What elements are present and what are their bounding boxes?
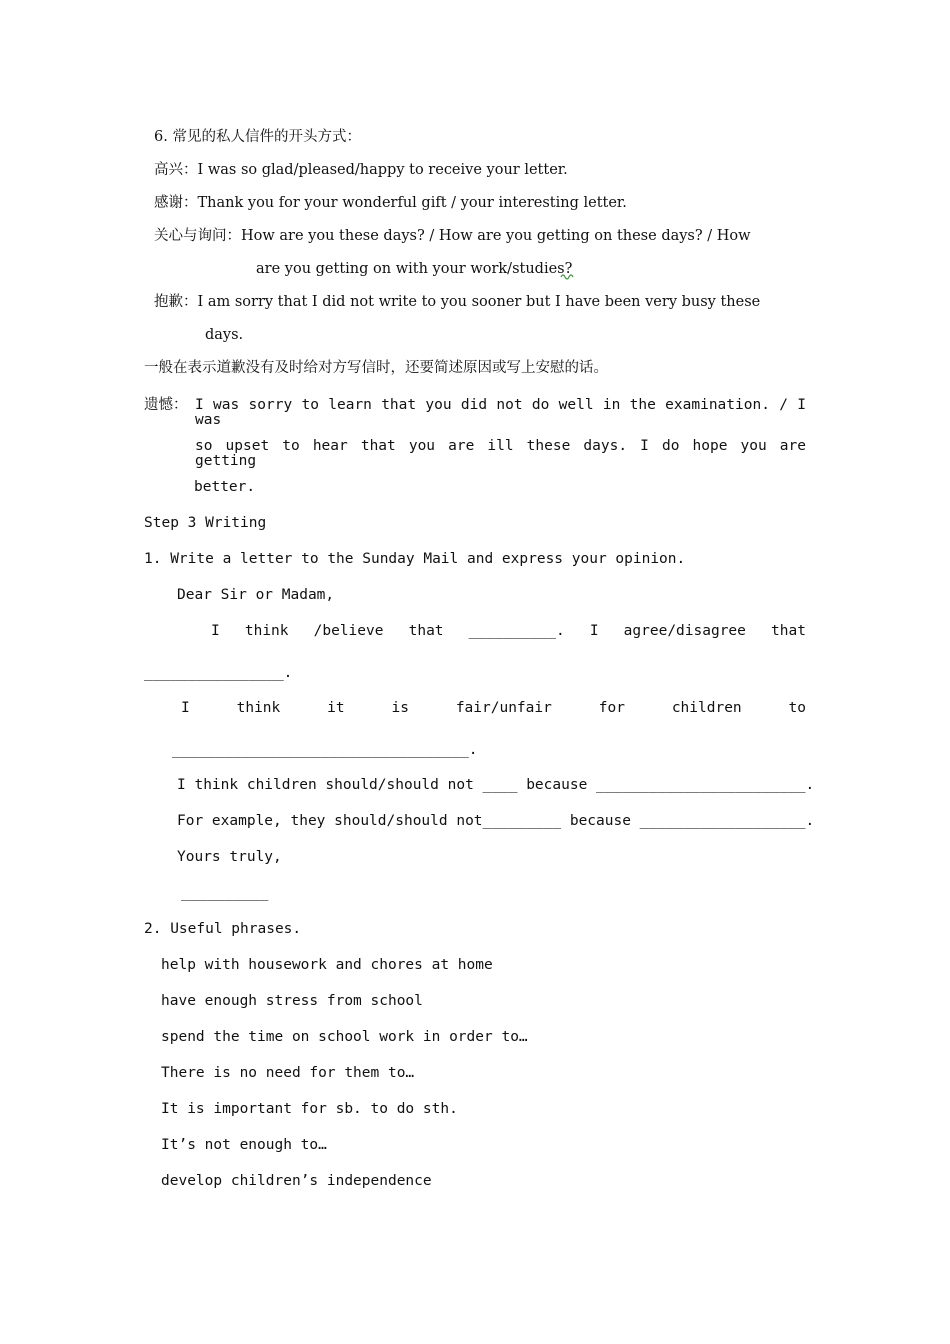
letter-line-4: For example, they should/should not_________ because ___________________.: [177, 813, 815, 829]
signature-blank: __________: [181, 885, 269, 901]
word: I: [181, 700, 190, 716]
phrase-item: It’s not enough to…: [161, 1137, 327, 1153]
closing: Yours truly,: [177, 849, 282, 865]
word: for: [598, 700, 625, 716]
regret-text-2: so upset to hear that you are ill these days. I do hope you are getting: [195, 438, 806, 469]
salutation: Dear Sir or Madam,: [177, 587, 335, 603]
apology-label: 抱歉：: [154, 294, 198, 310]
spellcheck-squiggle-icon: [560, 272, 576, 280]
word: fair/unfair: [455, 700, 552, 716]
writing-item-2: 2. Useful phrases.: [144, 921, 302, 937]
glad-line: [154, 163, 568, 178]
word: /believe: [313, 623, 384, 639]
glad-label: 高兴：: [154, 162, 198, 178]
step3-title: Step 3 Writing: [144, 515, 267, 531]
word: is: [391, 700, 409, 716]
phrase-item: have enough stress from school: [161, 993, 423, 1009]
word: think: [244, 623, 289, 639]
thanks-line: [154, 196, 627, 211]
letter-line-1-cont: ________________.: [144, 665, 293, 681]
word: it: [327, 700, 345, 716]
regret-label: 遗憾：: [144, 397, 188, 413]
regret-text-1: I was sorry to learn that you did not do well in the examination. / I was: [195, 397, 806, 428]
phrase-item: develop children’s independence: [161, 1173, 432, 1189]
word: I: [589, 623, 599, 639]
thanks-label: 感谢：: [154, 195, 198, 211]
word: that: [771, 623, 806, 639]
section-heading: 6. 常见的私人信件的开头方式：: [154, 129, 361, 145]
phrase-item: help with housework and chores at home: [161, 957, 493, 973]
apology-text-1: I am sorry that I did not write to you sooner but I have been very busy these: [197, 294, 761, 310]
concern-line: [154, 229, 751, 244]
concern-text-2: are you getting on with your work/studies?: [256, 261, 573, 277]
apology-line: [154, 295, 760, 310]
phrase-item: It is important for sb. to do sth.: [161, 1101, 458, 1117]
regret-text-3: better.: [194, 479, 256, 495]
word: to: [788, 700, 806, 716]
letter-line-2-cont: __________________________________.: [172, 742, 478, 758]
word: agree/disagree: [623, 623, 746, 639]
thanks-text: Thank you for your wonderful gift / your interesting letter.: [197, 195, 627, 211]
phrase-item: spend the time on school work in order to…: [161, 1029, 528, 1045]
phrase-item: There is no need for them to…: [161, 1065, 415, 1081]
blank: __________.: [468, 623, 565, 639]
letter-line-1: [211, 624, 806, 639]
letter-line-3: I think children should/should not ____ because ________________________.: [177, 777, 815, 793]
note-line: 一般在表示道歉没有及时给对方写信时，还要简述原因或写上安慰的话。: [144, 360, 608, 376]
word: I: [211, 623, 220, 639]
apology-text-2: days.: [205, 327, 244, 343]
concern-text-1: How are you these days? / How are you getting on these days? / How: [241, 228, 751, 244]
letter-line-2: [181, 701, 806, 716]
glad-text: I was so glad/pleased/happy to receive your letter.: [197, 162, 568, 178]
word: that: [408, 623, 444, 639]
concern-label: 关心与询问：: [154, 228, 241, 244]
word: children: [671, 700, 742, 716]
word: think: [236, 700, 281, 716]
writing-item-1: 1. Write a letter to the Sunday Mail and express your opinion.: [144, 551, 686, 567]
